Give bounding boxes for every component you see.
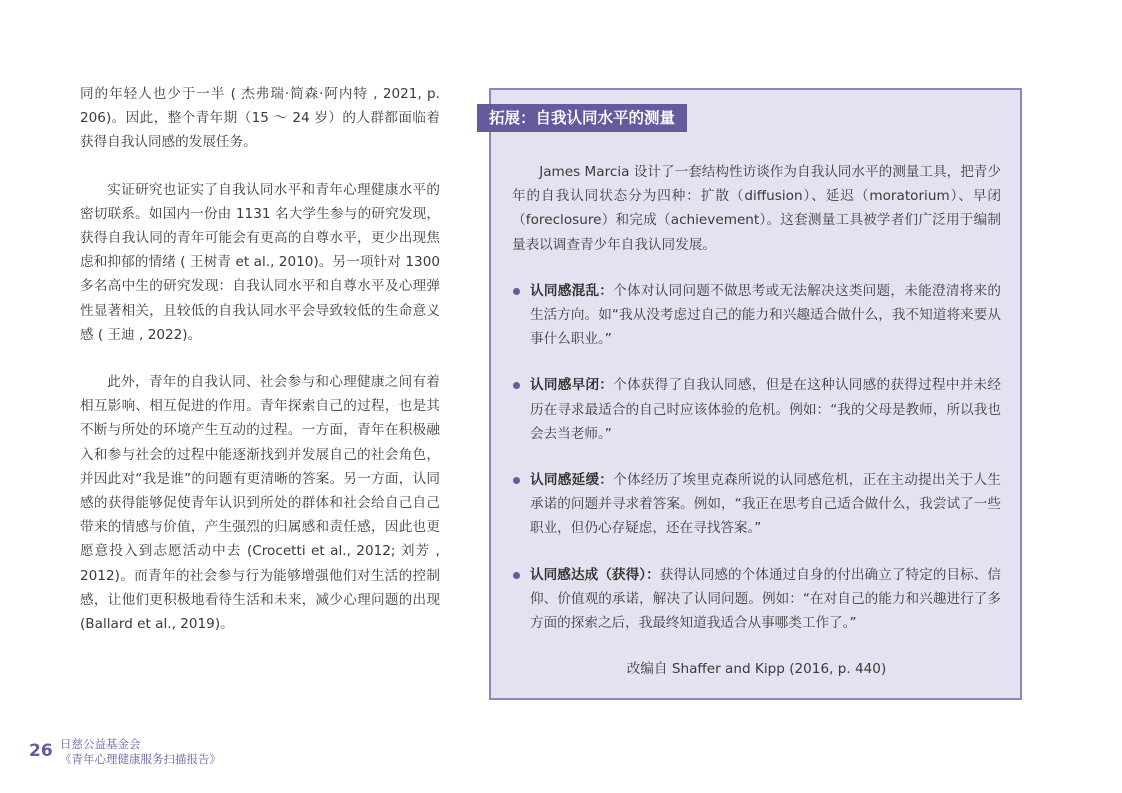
paragraph: 实证研究也证实了自我认同水平和青年心理健康水平的密切联系。如国内一份由 1131 名大学生参与的研究发现，获得自我认同的青年可能会有更高的自尊水平，更少出现焦虑和抑郁的情绪 ( 王树青 et al., 2010)。另一项针对 1300 多名高中生的研究发现：自我认同水平和自尊水平及心理弹性显著相关，且较低的自我认同水平会导致较低的生命意义感 ( 王迪 , 2022)。 (80, 181, 440, 343)
identity-status-text: 个体经历了埃里克森所说的认同感危机，正在主动提出关于人生承诺的问题并寻求着答案。例如，“我正在思考自己适合做什么，我尝试了一些职业，但仍心存疑虑，还在寻找答案。” (530, 472, 1002, 537)
identity-status-term: 认同感延缓： (530, 472, 614, 489)
identity-status-text: 个体获得了自我认同感，但是在这种认同感的获得过程中并未经历在寻求最适合的自己时应该体验的危机。例如：“我的父母是教师，所以我也会去当老师。” (530, 377, 1002, 442)
page-number: 26 (29, 741, 53, 761)
bullet-dot-icon (513, 477, 520, 484)
identity-status-item (512, 373, 1001, 446)
paragraph: 此外，青年的自我认同、社会参与和心理健康之间有着相互影响、相互促进的作用。青年探索自己的过程，也是其不断与所处的环境产生互动的过程。一方面，青年在积极融入和参与社会的过程中能逐渐找到并发展自己的社会角色，并因此对“我是谁”的问题有更清晰的答案。另一方面，认同感的获得能够促使青年认识到所处的群体和社会给自己自己带来的情感与价值，产生强烈的归属感和责任感，因此也更愿意投入到志愿活动中去 (Crocetti et al., 2012; 刘芳 , 2012)。而青年的社会参与行为能够增强他们对生活的控制感，让他们更积极地看待生活和未来，减少心理问题的出现 (Ballard et al., 2019)。 (80, 374, 440, 633)
identity-status-item (512, 279, 1001, 352)
sidebar-intro: James Marcia 设计了一套结构性访谈作为自我认同水平的测量工具，把青少年的自我认同状态分为四种：扩散（diffusion）、延迟（moratorium）、早闭（foreclosure）和完成（achievement）。这套测量工具被学者们广泛用于编制量表以调查青少年自我认同发展。 (512, 164, 1001, 253)
bullet-dot-icon (513, 382, 520, 389)
footer-info (60, 737, 221, 767)
identity-status-text: 获得认同感的个体通过自身的付出确立了特定的目标、信仰、价值观的承诺，解决了认同问题。例如：“在对自己的能力和兴趣进行了多方面的探索之后，我最终知道我适合从事哪类工作了。” (530, 566, 1001, 632)
identity-status-term: 认同感达成（获得）： (530, 566, 660, 583)
identity-status-text: 个体对认同问题不做思考或无法解决这类问题，未能澄清将来的生活方向。如“我从没考虑过自己的能力和兴趣适合做什么，我不知道将来要从事什么职业。” (530, 282, 1002, 348)
body-column (80, 82, 440, 636)
source-citation: 改编自 Shaffer and Kipp (2016, p. 440) (626, 661, 887, 678)
bullet-dot-icon (513, 288, 520, 295)
identity-status-item (512, 468, 1001, 541)
identity-status-term: 认同感混乱： (530, 282, 614, 299)
footer-report-title: 《青年心理健康服务扫描报告》 (60, 752, 221, 766)
paragraph: 同的年轻人也少于一半 ( 杰弗瑞·简森·阿内特 , 2021, p. 206)。因此，整个青年期（15 ～ 24 岁）的人群都面临着获得自我认同感的发展任务。 (80, 86, 440, 151)
footer-org: 日慈公益基金会 (60, 737, 141, 751)
identity-status-item (512, 563, 1001, 636)
bullet-dot-icon (513, 572, 520, 579)
sidebar-box-content (512, 160, 1001, 681)
sidebar-box-title: 拓展：自我认同水平的测量 (477, 104, 687, 132)
identity-status-term: 认同感早闭： (530, 377, 614, 394)
